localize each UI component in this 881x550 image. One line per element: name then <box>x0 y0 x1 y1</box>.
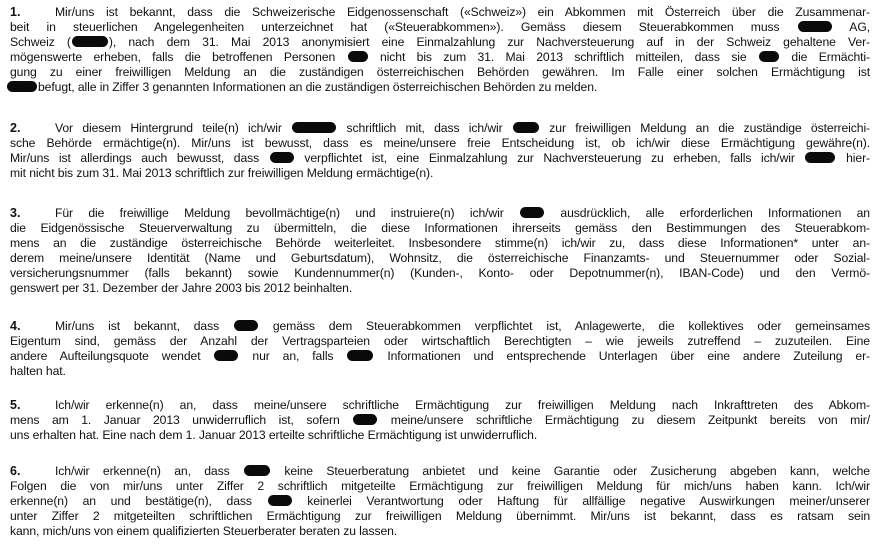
paragraph-line: genswert per 31. Dezember der Jahre 2003 bis 2012 beinhalten. <box>10 281 353 295</box>
redaction-bar <box>347 350 373 361</box>
paragraph-number: 6. <box>10 464 21 478</box>
paragraph-line: Mir/uns ist bekannt, dass die Schweizerische Eidgenossenschaft («Schweiz») ein Abkommen mit Österreich über die Zusammenar- <box>55 5 870 19</box>
paragraph-line: Für die freiwillige Meldung bevollmächtige(n) und instruiere(n) ich/wir ausdrücklich, alle erforderlichen Informationen an <box>55 206 870 220</box>
paragraph-line: gung zu einer freiwilligen Meldung an die zuständigen österreichischen Behörden gewähren. Im Falle einer solchen Ermächtigung ist <box>10 65 870 79</box>
redaction-bar <box>353 414 377 425</box>
paragraph-line: halten hat. <box>10 364 66 378</box>
paragraph-line: Eigentum sind, gemäss der Anzahl der Vertragsparteien oder wirtschaftlich Berechtigten – wie jeweils zutreffend – zuzuteilen. Eine <box>10 334 870 348</box>
paragraph-number: 4. <box>10 319 21 333</box>
paragraph-line: derem meine/unsere Identität (Name und Geburtsdatum), Wohnsitz, die österreichische Finanzamts- und Steuernummer oder Sozial- <box>10 251 870 265</box>
paragraph-line: Ich/wir erkenne(n) an, dass keine Steuerberatung anbietet und keine Garantie oder Zusicherung abgeben kann, welche <box>55 464 870 478</box>
paragraph-line: beit in steuerlichen Angelegenheiten unterzeichnet hat («Steuerabkommen»). Gemäss diesem Steuerabkommen muss AG, <box>10 20 870 34</box>
paragraph-number: 1. <box>10 5 21 19</box>
paragraph-line: befugt, alle in Ziffer 3 genannten Informationen an die zuständigen österreichischen Behörden zu melden. <box>6 80 866 95</box>
paragraph-number: 2. <box>10 121 21 135</box>
paragraph-number: 3. <box>10 206 21 220</box>
redaction-bar <box>7 81 37 92</box>
redaction-bar <box>348 51 368 62</box>
paragraph-line: Mir/uns ist bekannt, dass gemäss dem Steuerabkommen verpflichtet ist, Anlagewerte, die kollektives oder gemeinsames <box>55 319 871 333</box>
paragraph-line: andere Aufteilungsquote wendet nur an, falls Informationen und entsprechende Unterlagen über eine andere Zuteilung er- <box>10 349 870 363</box>
redaction-bar <box>805 152 835 163</box>
redaction-bar <box>214 350 238 361</box>
paragraph-line: erkenne(n) an und bestätige(n), dass keinerlei Verantwortung oder Haftung für allfällige negative Auswirkungen meiner/unserer <box>10 494 870 508</box>
paragraph-number: 5. <box>10 398 21 412</box>
paragraph-line: Folgen die von mir/uns unter Ziffer 2 schriftlich mitgeteilte Ermächtigung zur freiwilligen Meldung für mich/uns haben kann. Ich/wir <box>10 479 870 493</box>
paragraph-line: mens am 1. Januar 2013 unwiderruflich ist, sofern meine/unsere schriftliche Ermächtigung zu diesem Zeitpunkt bereits von mir/ <box>10 413 871 427</box>
paragraph-line: mit nicht bis zum 31. Mai 2013 schriftlich zur freiwilligen Meldung ermächtige(n). <box>10 166 434 180</box>
redaction-bar <box>270 152 294 163</box>
paragraph-line: mögenswerte erheben, falls die betroffenen Personen nicht bis zum 31. Mai 2013 schriftlich mitteilen, dass sie die Ermächti- <box>10 50 870 64</box>
paragraph-line: Ich/wir erkenne(n) an, dass meine/unsere schriftliche Ermächtigung zur freiwilligen Meldung nach Inkrafttreten des Abkom- <box>55 398 870 412</box>
paragraph-line: versicherungsnummer (falls bekannt) sowie Kundennummer(n) (Kunden-, Konto- oder Depotnummer(n), IBAN-Code) und den Vermö- <box>10 266 870 280</box>
paragraph-line: mens an die zuständige österreichische Behörde weiterleitet. Insbesondere stimme(n) ich/wir zu, dass diese Informationen* unter an- <box>10 236 870 250</box>
paragraph-line: uns erhalten hat. Eine nach dem 1. Januar 2013 erteilte schriftliche Ermächtigung ist unwiderruflich. <box>10 428 538 442</box>
redaction-bar <box>520 207 544 218</box>
redaction-bar <box>234 320 258 331</box>
redaction-bar <box>513 122 539 133</box>
redaction-bar <box>798 21 832 32</box>
paragraph-line: Vor diesem Hintergrund teile(n) ich/wir schriftlich mit, dass ich/wir zur freiwilligen Meldung an die zuständige österreichi- <box>55 121 871 135</box>
paragraph-line: Schweiz ( ), nach dem 31. Mai 2013 anonymisiert eine Einmalzahlung zur Nachversteuerung auf in der Schweiz gehaltene Ver- <box>10 35 870 49</box>
redaction-bar <box>268 495 292 506</box>
paragraph-line: sche Behörde ermächtige(n). Mir/uns ist bewusst, dass es meine/unsere freie Entscheidung ist, ob ich/wir diese Ermächtigung gewähre(n). <box>10 136 870 150</box>
redaction-bar <box>759 51 779 62</box>
redaction-bar <box>72 36 108 47</box>
paragraph-line: unter Ziffer 2 mitgeteilten schriftlichen Ermächtigung zur freiwilligen Meldung übernimmt. Mir/uns ist bekannt, dass es ratsam sein <box>10 509 870 523</box>
paragraph-line: die Eidgenössische Steuerverwaltung zu übermitteln, die diese Informationen ihrerseits gemäss den Bestimmungen des Steuerabkom- <box>10 221 870 235</box>
redaction-bar <box>244 465 270 476</box>
paragraph-line: Mir/uns ist allerdings auch bewusst, dass verpflichtet ist, eine Einmalzahlung zur Nachversteuerung zu erheben, falls ich/wir hier- <box>10 151 870 165</box>
paragraph-line: kann, mich/uns von einem qualifizierten Steuerberater beraten zu lassen. <box>10 524 398 538</box>
redaction-bar <box>292 122 336 133</box>
